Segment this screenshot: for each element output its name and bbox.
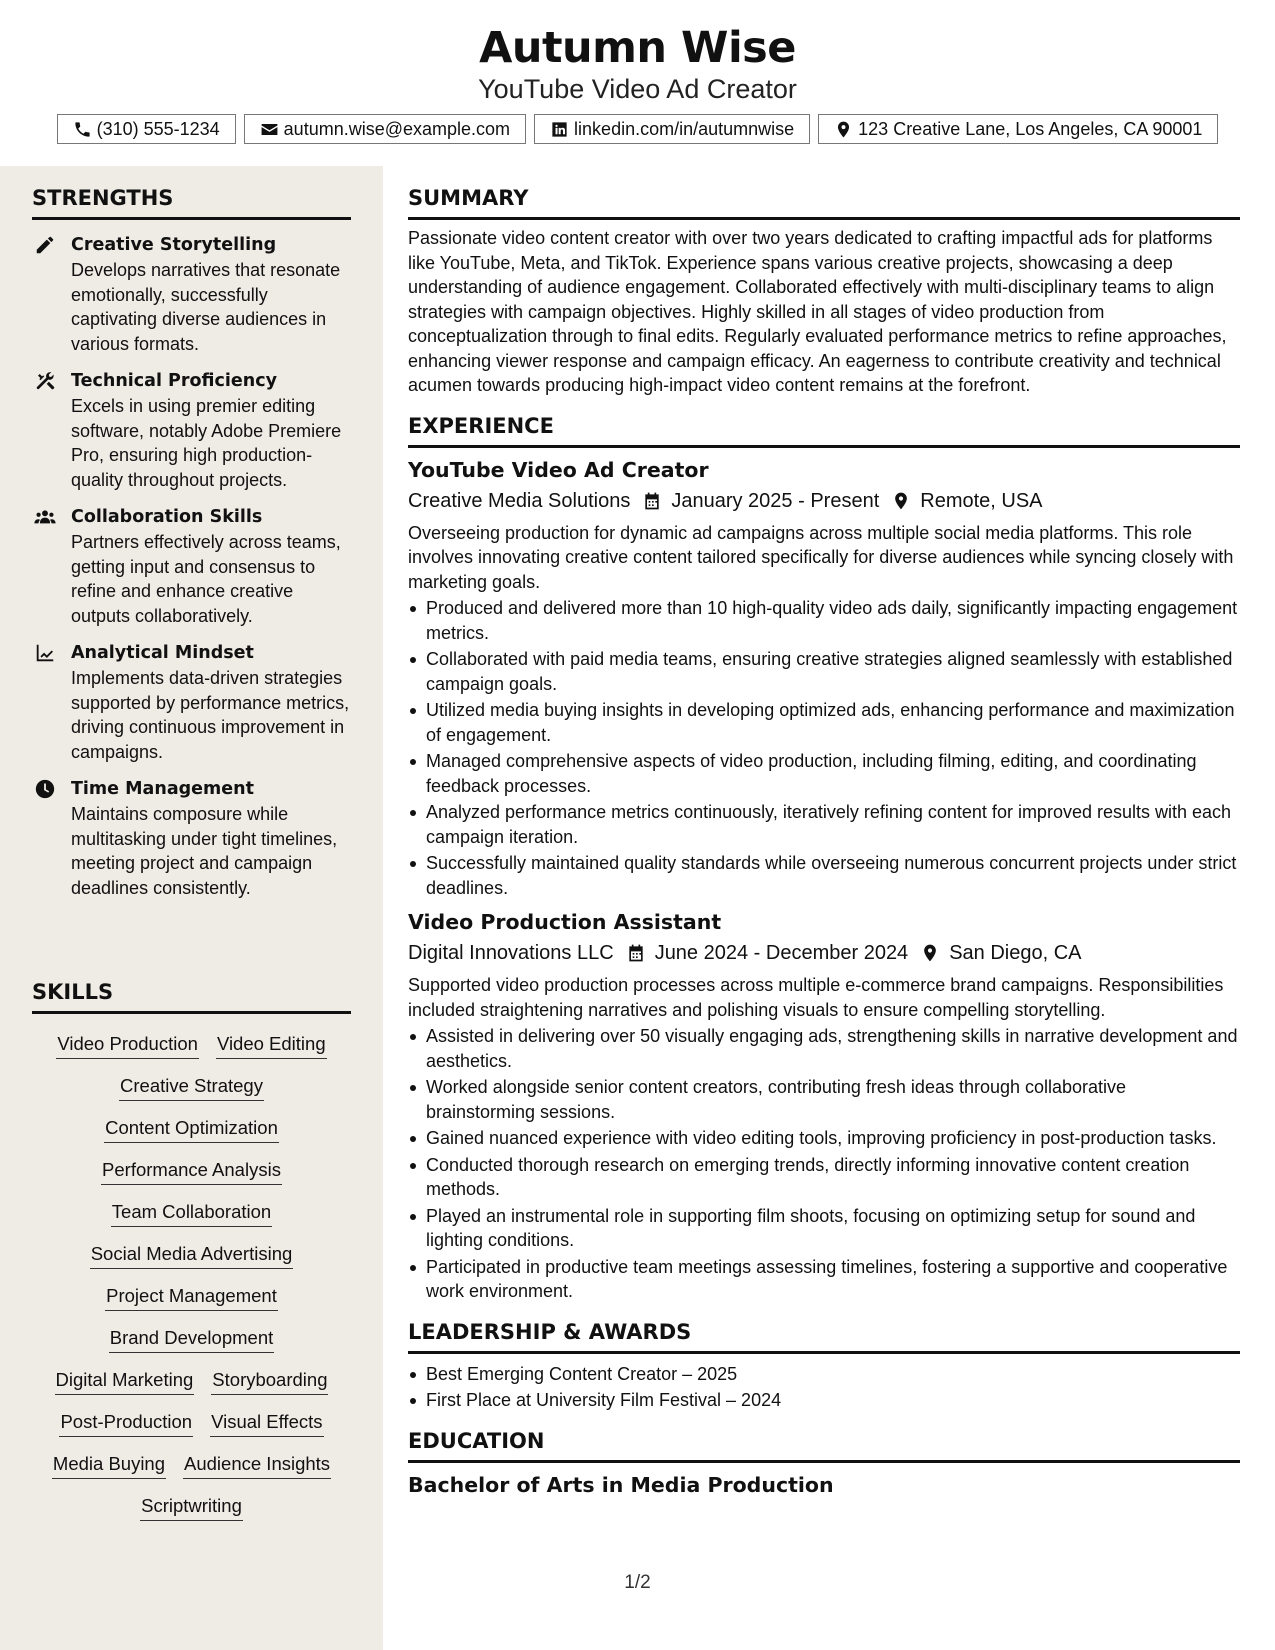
job-title: Video Production Assistant [408, 910, 722, 934]
job-dates: June 2024 - December 2024 [654, 942, 909, 964]
skill-tag: Team Collaboration [111, 1198, 272, 1227]
pencil-icon [34, 234, 56, 256]
sidebar [0, 166, 383, 1650]
contact-email-text: autumn.wise@example.com [283, 118, 511, 139]
experience-section [408, 412, 1240, 1304]
contact-address[interactable] [818, 114, 1218, 144]
strength-title: Technical Proficiency [71, 371, 277, 391]
strength-title: Creative Storytelling [71, 235, 277, 255]
tools-icon [34, 370, 56, 392]
contact-linkedin-text: linkedin.com/in/autumnwise [574, 118, 795, 139]
job-company: Creative Media Solutions [408, 489, 631, 512]
bullet-item: Produced and delivered more than 10 high-quality video ads daily, significantly impacting engagement metrics. [408, 596, 1240, 645]
skill-tag: Creative Strategy [119, 1072, 264, 1101]
job-location: Remote, USA [920, 489, 1043, 512]
job-entry [408, 456, 1240, 901]
experience-title: EXPERIENCE [408, 412, 1240, 448]
bullet-item: Collaborated with paid media teams, ensuring creative strategies aligned seamlessly with established campaign goals. [408, 647, 1240, 696]
job-meta [408, 487, 1240, 515]
map-pin-icon [891, 491, 911, 511]
bullet-item: Successfully maintained quality standards while overseeing numerous concurrent projects under strict deadlines. [408, 851, 1240, 900]
strength-title: Analytical Mindset [71, 643, 254, 663]
summary-section [408, 184, 1240, 398]
job-meta [408, 939, 1240, 967]
skills-section [32, 978, 351, 1521]
strength-item [32, 640, 351, 764]
skill-tag: Content Optimization [104, 1114, 279, 1143]
job-bullets [408, 1024, 1240, 1304]
skill-tag: Media Buying [52, 1450, 166, 1479]
calendar-icon [642, 491, 662, 511]
job-bullets [408, 596, 1240, 900]
strengths-title: STRENGTHS [32, 184, 351, 220]
bullet-item: Participated in productive team meetings assessing timelines, fostering a supportive and cooperative work environment. [408, 1255, 1240, 1304]
awards-title: LEADERSHIP & AWARDS [408, 1318, 1240, 1354]
skill-tag: Digital Marketing [55, 1366, 195, 1395]
contact-phone[interactable] [57, 114, 236, 144]
degree-title: Bachelor of Arts in Media Production [408, 1472, 834, 1497]
users-icon [34, 506, 56, 528]
skill-tag: Audience Insights [183, 1450, 331, 1479]
contact-linkedin[interactable] [534, 114, 810, 144]
candidate-role: YouTube Video Ad Creator [478, 74, 797, 104]
bullet-item: Utilized media buying insights in developing optimized ads, enhancing performance and maximization of engagement. [408, 698, 1240, 747]
summary-text: Passionate video content creator with over two years dedicated to crafting impactful ads for platforms like YouTube, Meta, and TikTok. Experience spans various creative projects, showcasing a deep understanding of audience engagement. Collaborated effectively with multi-disciplinary teams to align strategies with campaign objectives. Highly skilled in all stages of video production from conceptualization through to final edits. Regularly evaluated performance metrics to refine approaches, enhancing viewer response and campaign efficacy. An eagerness to contribute creativity and technical acumen towards producing high-impact video content remains at the forefront. [408, 228, 1227, 395]
skill-tag: Visual Effects [210, 1408, 323, 1437]
awards-list [408, 1362, 1240, 1413]
bullet-item: Managed comprehensive aspects of video production, including filming, editing, and coordinating feedback processes. [408, 749, 1240, 798]
awards-section [408, 1318, 1240, 1413]
map-pin-icon [920, 943, 940, 963]
strength-desc: Implements data-driven strategies supported by performance metrics, driving continuous improvement in campaigns. [71, 668, 350, 762]
bullet-item: Analyzed performance metrics continuously, iteratively refining content for improved results with each campaign iteration. [408, 800, 1240, 849]
skill-tag: Video Editing [216, 1030, 327, 1059]
job-title: YouTube Video Ad Creator [408, 457, 709, 482]
strengths-section [32, 184, 351, 900]
skill-tag: Performance Analysis [101, 1156, 282, 1185]
skill-tag: Post-Production [59, 1408, 193, 1437]
strength-title: Collaboration Skills [71, 507, 263, 527]
strength-desc: Excels in using premier editing software, notably Adobe Premiere Pro, ensuring high production-quality throughout projects. [71, 396, 342, 490]
line-chart-icon [34, 642, 56, 664]
contact-bar [0, 114, 1275, 144]
skill-tag: Brand Development [109, 1324, 275, 1353]
strength-desc: Develops narratives that resonate emotionally, successfully captivating diverse audiences in various formats. [71, 260, 341, 354]
envelope-icon [260, 120, 279, 139]
candidate-name: Autumn Wise [479, 23, 796, 73]
strength-item [32, 232, 351, 356]
job-entry [408, 908, 1240, 1304]
bullet-item: Worked alongside senior content creators, contributing fresh ideas through collaborative brainstorming sessions. [408, 1075, 1240, 1124]
strength-desc: Partners effectively across teams, getting input and consensus to refine and enhance creative outputs collaboratively. [71, 532, 341, 626]
contact-email[interactable] [244, 114, 526, 144]
summary-title: SUMMARY [408, 184, 1240, 220]
skill-tag: Storyboarding [211, 1366, 328, 1395]
phone-icon [73, 120, 92, 139]
strength-item [32, 368, 351, 492]
skills-list [32, 1030, 351, 1521]
clock-icon [34, 778, 56, 800]
resume-header [0, 0, 1275, 166]
skills-title: SKILLS [32, 978, 351, 1014]
main-content [408, 166, 1240, 1499]
strength-title: Time Management [71, 779, 254, 799]
bullet-item: Played an instrumental role in supporting film shoots, focusing on optimizing setup for sound and lighting conditions. [408, 1204, 1240, 1253]
job-dates: January 2025 - Present [671, 489, 880, 512]
strength-item [32, 504, 351, 628]
contact-address-text: 123 Creative Lane, Los Angeles, CA 90001 [858, 118, 1203, 139]
calendar-icon [626, 943, 646, 963]
skill-tag: Social Media Advertising [90, 1240, 294, 1269]
skill-tag: Video Production [56, 1030, 199, 1059]
strength-item [32, 776, 351, 900]
bullet-item: Gained nuanced experience with video editing tools, improving proficiency in post-production tasks. [408, 1126, 1240, 1151]
award-item: First Place at University Film Festival – 2024 [408, 1388, 1240, 1413]
job-company: Digital Innovations LLC [408, 942, 614, 964]
linkedin-icon [550, 120, 569, 139]
bullet-item: Assisted in delivering over 50 visually engaging ads, strengthening skills in narrative development and aesthetics. [408, 1024, 1240, 1073]
education-section [408, 1427, 1240, 1499]
job-description: Overseeing production for dynamic ad campaigns across multiple social media platforms. This role involves innovating creative content tailored specifically for diverse audiences while syncing closely with marketing goals. [408, 522, 1234, 592]
education-title: EDUCATION [408, 1427, 1240, 1463]
award-item: Best Emerging Content Creator – 2025 [408, 1362, 1240, 1387]
strength-desc: Maintains composure while multitasking under tight timelines, meeting project and campaign deadlines consistently. [71, 804, 338, 898]
page-number: 1/2 [624, 1572, 651, 1593]
skill-tag: Project Management [105, 1282, 278, 1311]
skill-tag: Scriptwriting [140, 1492, 243, 1521]
job-location: San Diego, CA [949, 942, 1082, 964]
bullet-item: Conducted thorough research on emerging trends, directly informing innovative content creation methods. [408, 1153, 1240, 1202]
job-description: Supported video production processes across multiple e-commerce brand campaigns. Responsibilities included straightening narratives and polishing visuals to ensure compelling storytelling. [408, 975, 1224, 1020]
map-pin-icon [834, 120, 853, 139]
contact-phone-text: (310) 555-1234 [96, 118, 220, 139]
